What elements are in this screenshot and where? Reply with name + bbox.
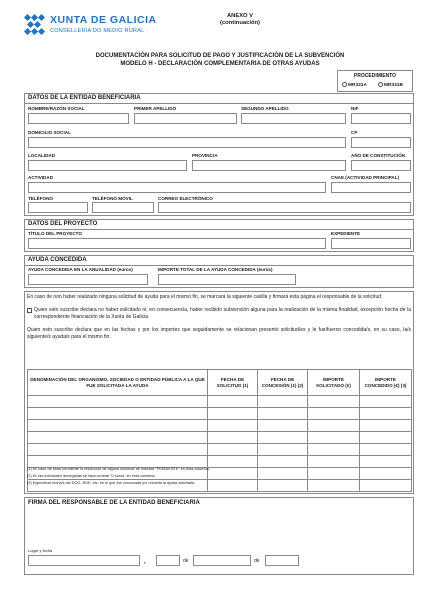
phone-field[interactable]: [28, 202, 88, 213]
no-aid-checkbox[interactable]: [27, 308, 32, 313]
table-cell[interactable]: [308, 432, 360, 444]
beneficiary-section-title: DATOS DE LA ENTIDAD BENEFICIARIA: [28, 95, 141, 101]
cnae-label: CNAE (ACTIVIDAD PRINCIPAL): [331, 175, 400, 180]
procedure-option-b-label: MR331B: [384, 83, 403, 88]
surname1-label: PRIMER APELLIDO: [134, 106, 177, 111]
surname1-field[interactable]: [134, 113, 237, 124]
radio-icon[interactable]: [378, 82, 383, 87]
procedure-option-a-label: MR331A: [348, 83, 367, 88]
province-field[interactable]: [192, 160, 346, 171]
signature-section: [24, 497, 414, 575]
aid-section: [24, 255, 414, 288]
column-request-date: FECHA DE SOLICITUD (1): [208, 370, 258, 396]
table-cell[interactable]: [360, 456, 412, 468]
table-row: [28, 444, 412, 456]
table-cell[interactable]: [28, 420, 208, 432]
table-cell[interactable]: [258, 396, 308, 408]
table-cell[interactable]: [360, 396, 412, 408]
table-cell[interactable]: [208, 420, 258, 432]
footnote-3: (3) Especificar fecha/s del DOG, BOE, etc. en el que fue convocada y/o resuelta la ayuda solicitada.: [27, 481, 196, 485]
table-header-row: [28, 370, 412, 396]
comma-separator: ,: [144, 559, 146, 565]
nif-label: NIF: [351, 106, 359, 111]
place-date-label: Lugar y fecha: [28, 548, 53, 553]
surname2-label: SEGUNDO APELLIDO: [241, 106, 289, 111]
beneficiary-section: [24, 93, 414, 216]
table-cell[interactable]: [208, 396, 258, 408]
footnote-1: (1) En caso de estar pendiente la resolución de alguna solicitud, se indicará "PENDIENTE" en esta columna.: [27, 467, 210, 471]
email-label: CORREO ELECTRÓNICO: [158, 196, 213, 201]
aid-section-title: AYUDA CONCEDIDA: [28, 257, 87, 263]
table-cell[interactable]: [258, 480, 308, 492]
file-field[interactable]: [331, 238, 411, 249]
table-cell[interactable]: [208, 456, 258, 468]
column-amount-requested: IMPORTE SOLICITADO (€): [308, 370, 360, 396]
xunta-emblem-icon: [24, 14, 46, 36]
annual-aid-field[interactable]: [28, 274, 148, 285]
table-cell[interactable]: [360, 420, 412, 432]
de-separator-1: de: [183, 558, 189, 564]
xunta-logo: [24, 12, 157, 48]
mobile-field[interactable]: [92, 202, 154, 213]
place-field[interactable]: [28, 555, 140, 566]
table-cell[interactable]: [208, 444, 258, 456]
table-cell[interactable]: [208, 468, 258, 480]
procedure-option-b[interactable]: [378, 82, 403, 88]
table-cell[interactable]: [208, 480, 258, 492]
annual-aid-label: AYUDA CONCEDIDA EN LA ANUALIDAD (euros): [28, 267, 133, 272]
table-cell[interactable]: [258, 444, 308, 456]
annex-note: (continuación): [220, 20, 260, 26]
table-row: [28, 420, 412, 432]
month-field[interactable]: [193, 555, 251, 566]
table-cell[interactable]: [28, 432, 208, 444]
mobile-label: TELÉFONO MÓVIL: [92, 196, 133, 201]
annex-label: [200, 13, 280, 27]
table-row: [28, 408, 412, 420]
table-cell[interactable]: [258, 408, 308, 420]
email-field[interactable]: [158, 202, 411, 213]
year-sign-field[interactable]: [265, 555, 299, 566]
table-cell[interactable]: [28, 396, 208, 408]
total-aid-field[interactable]: [158, 274, 296, 285]
section-divider: [25, 103, 413, 104]
day-field[interactable]: [156, 555, 180, 566]
table-cell[interactable]: [360, 480, 412, 492]
province-label: PROVINCIA: [192, 153, 218, 158]
table-cell[interactable]: [360, 432, 412, 444]
table-row: [28, 396, 412, 408]
year-field[interactable]: [351, 160, 411, 171]
table-cell[interactable]: [258, 468, 308, 480]
project-section-title: DATOS DEL PROYECTO: [28, 221, 98, 227]
table-cell[interactable]: [308, 396, 360, 408]
cp-label: CP: [351, 130, 358, 135]
table-cell[interactable]: [308, 480, 360, 492]
declaration-intro: En caso de non haber realizado ninguna solicitud de ayuda para el mismo fin, se marcará la siguiente casilla y firmará esta página el responsable de la solicitud.: [27, 294, 383, 300]
document-title: [60, 52, 380, 68]
table-cell[interactable]: [208, 408, 258, 420]
column-grant-date: FECHA DE CONCESIÓN (1) (2): [258, 370, 308, 396]
document-title-line2: MODELO H - DECLARACIÓN COMPLEMENTARIA DE OTRAS AYUDAS: [120, 61, 320, 67]
table-cell[interactable]: [308, 468, 360, 480]
declaration-statement: Quien esto suscribe declara que en las fechas y por los importes que seguidamente se relacionan presentó solicitud/es y le fue/fueron concedida/s, en su caso, la/s siguiente/s ayuda/s para el mismo fin:: [27, 327, 411, 340]
radio-icon[interactable]: [342, 82, 347, 87]
activity-label: ACTIVIDAD: [28, 175, 54, 180]
address-field[interactable]: [28, 137, 346, 148]
section-divider: [25, 229, 413, 230]
address-label: DOMICILIO SOCIAL: [28, 130, 71, 135]
table-cell[interactable]: [360, 468, 412, 480]
column-organism: DENOMINACIÓN DEL ORGANISMO, SOCIEDAD O ENTIDAD PÚBLICA A LA QUE FUE SOLICITADA LA AYUDA: [28, 370, 208, 396]
table-cell[interactable]: [258, 420, 308, 432]
table-cell[interactable]: [308, 420, 360, 432]
footnote-2: (2) En las solicitudes denegadas se hará constar "0 euros" en esta columna.: [27, 474, 156, 478]
org-name: XUNTA DE GALICIA: [50, 14, 157, 26]
document-title-line1: DOCUMENTACIÓN PARA SOLICITUD DE PAGO Y JUSTIFICACIÓN DE LA SUBVENCIÓN: [95, 53, 345, 59]
table-cell[interactable]: [308, 444, 360, 456]
cnae-field[interactable]: [331, 182, 411, 193]
project-title-field[interactable]: [28, 238, 326, 249]
table-cell[interactable]: [360, 408, 412, 420]
table-row: [28, 456, 412, 468]
column-amount-granted: IMPORTE CONCEDIDO (€) (3): [360, 370, 412, 396]
table-cell[interactable]: [360, 444, 412, 456]
town-field[interactable]: [28, 160, 187, 171]
table-row: [28, 432, 412, 444]
table-cell[interactable]: [28, 456, 208, 468]
activity-field[interactable]: [28, 182, 326, 193]
nif-field[interactable]: [351, 113, 411, 124]
town-label: LOCALIDAD: [28, 153, 56, 158]
total-aid-label: IMPORTE TOTAL DE LA AYUDA CONCEDIDA (euros): [158, 267, 273, 272]
signature-section-title: FIRMA DEL RESPONSABLE DE LA ENTIDAD BENEFICIARIA: [28, 500, 200, 506]
table-cell[interactable]: [28, 408, 208, 420]
org-department: CONSELLERÍA DO MEDIO RURAL: [50, 28, 145, 34]
table-cell[interactable]: [208, 432, 258, 444]
procedure-title: PROCEDIMIENTO: [353, 73, 397, 79]
table-cell[interactable]: [258, 456, 308, 468]
annex-title: ANEXO V: [226, 13, 254, 19]
project-title-label: TÍTULO DEL PROYECTO: [28, 231, 82, 236]
procedure-box: [337, 70, 413, 92]
name-field[interactable]: [28, 113, 129, 124]
section-divider: [25, 265, 413, 266]
table-cell[interactable]: [308, 456, 360, 468]
year-label: AÑO DE CONSTITUCIÓN: [351, 153, 406, 158]
table-cell[interactable]: [308, 408, 360, 420]
table-cell[interactable]: [28, 444, 208, 456]
surname2-field[interactable]: [241, 113, 346, 124]
table-cell[interactable]: [258, 432, 308, 444]
de-separator-2: de: [254, 558, 260, 564]
name-label: NOMBRE/RAZÓN SOCIAL: [28, 106, 85, 111]
no-aid-checkbox-text: Quien esto suscribe declara no haber solicitado ni, en consecuencia, haber recibido subvención alguna para la realización de la misma finalidad, excepción hecha de la correspondiente financiación de la Xunta de Galicia.: [34, 307, 411, 320]
cp-field[interactable]: [351, 137, 411, 148]
file-label: EXPEDIENTE: [331, 231, 361, 236]
procedure-option-a[interactable]: [342, 82, 367, 88]
phone-label: TELÉFONO: [28, 196, 54, 201]
project-section: [24, 219, 414, 252]
